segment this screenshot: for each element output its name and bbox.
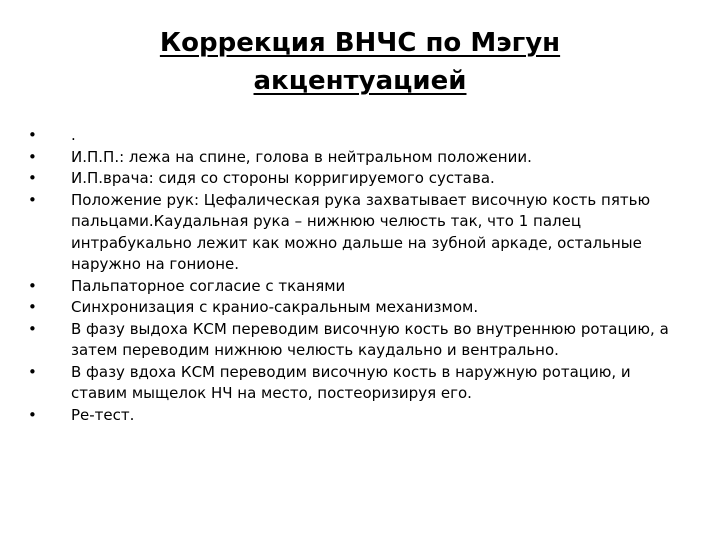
bullet-text: Синхронизация с кранио-сакральным механизмом. bbox=[71, 298, 479, 316]
bullet-text: В фазу выдоха КСМ переводим височную кость во внутреннюю ротацию, а затем переводим нижнюю челюсть каудально и вентрально. bbox=[71, 319, 669, 359]
bullet-marker: • bbox=[28, 190, 37, 209]
bullet-marker: • bbox=[28, 276, 37, 295]
bullet-item bbox=[28, 362, 688, 405]
bullet-marker: • bbox=[28, 298, 37, 316]
bullet-item bbox=[28, 125, 688, 147]
bullet-item bbox=[28, 297, 688, 319]
bullet-text: Положение рук: Цефалическая рука захватывает височную кость пятью пальцами.Каудальная рука – нижнюю челюсть так, что 1 палец интрабукально лежит как можно дальше на зубной аркаде, остальные наружно на гонионе. bbox=[71, 190, 651, 273]
bullet-text: В фазу вдоха КСМ переводим височную кость в наружную ротацию, и ставим мыщелок НЧ на место, постеоризируя его. bbox=[71, 362, 631, 402]
bullet-text: И.П.врача: сидя со стороны корригируемого сустава. bbox=[71, 169, 495, 187]
bullet-item bbox=[28, 319, 688, 362]
bullet-marker: • bbox=[28, 362, 37, 381]
slide-title-line-1: Коррекция ВНЧС по Мэгун bbox=[159, 28, 561, 58]
bullet-marker: • bbox=[28, 319, 37, 338]
bullet-marker: • bbox=[28, 147, 37, 166]
bullet-list bbox=[28, 125, 688, 426]
bullet-marker: • bbox=[28, 126, 37, 144]
slide-title bbox=[40, 24, 680, 100]
bullet-item bbox=[28, 190, 688, 276]
bullet-item bbox=[28, 276, 688, 298]
bullet-text: Пальпаторное согласие с тканями bbox=[71, 276, 346, 295]
bullet-marker: • bbox=[28, 405, 37, 424]
bullet-item bbox=[28, 168, 688, 190]
bullet-item bbox=[28, 405, 688, 427]
slide-title-line-2: акцентуацией bbox=[253, 66, 467, 96]
bullet-item bbox=[28, 147, 688, 169]
bullet-text: . bbox=[71, 126, 76, 144]
bullet-text: Ре-тест. bbox=[71, 405, 135, 424]
bullet-text: И.П.П.: лежа на спине, голова в нейтральном положении. bbox=[71, 147, 532, 166]
bullet-marker: • bbox=[28, 169, 37, 187]
